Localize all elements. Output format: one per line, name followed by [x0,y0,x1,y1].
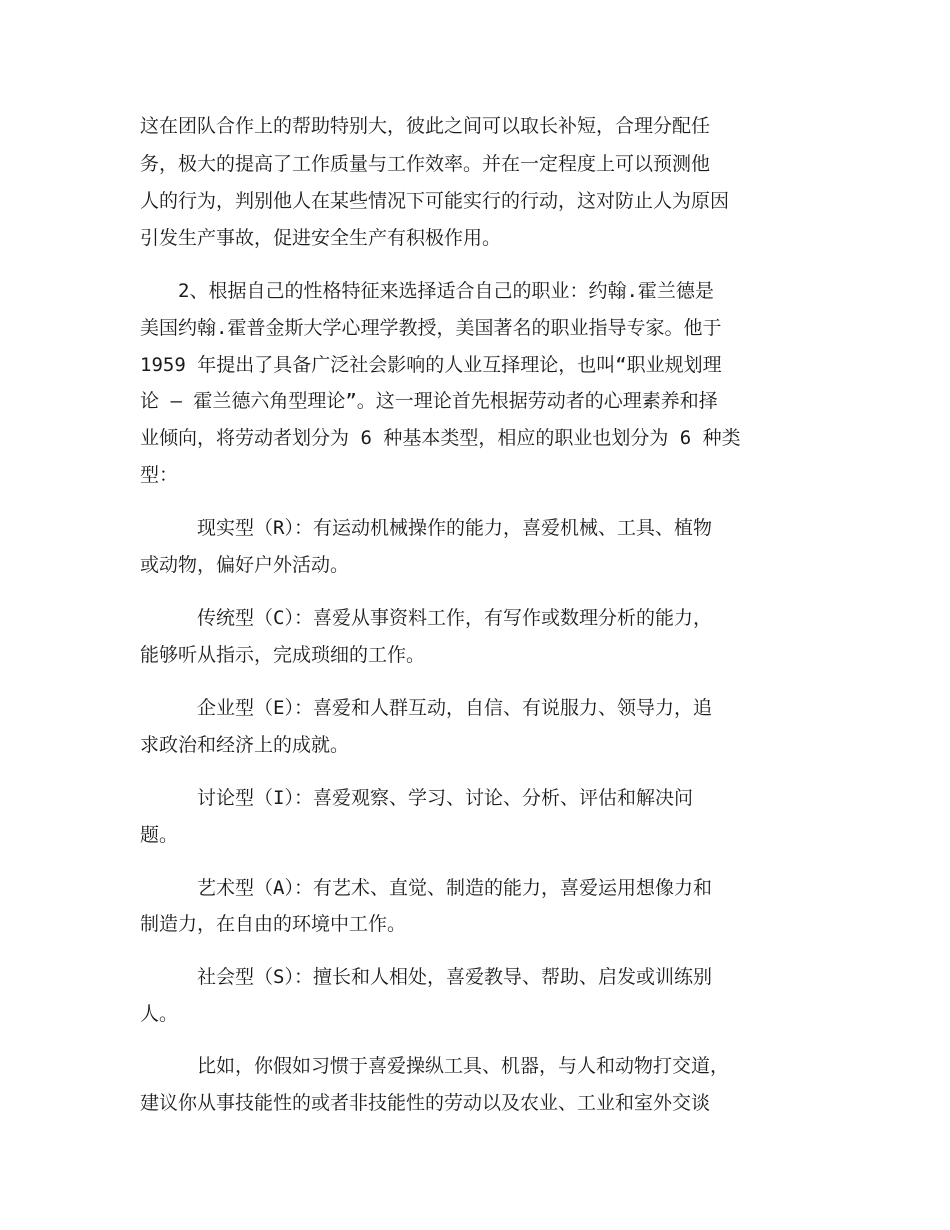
type-realistic-line-2: 或动物，偏好户外活动。 [140,554,350,576]
paragraph-2-line-5: 业倾向，将劳动者划分为 6 种基本类型，相应的职业也划分为 6 种类 [140,427,741,449]
example-paragraph-line-2: 建议你从事技能性的或者非技能性的劳动以及农业、工业和室外交谈 [140,1092,711,1114]
type-conventional-line-2: 能够听从指示，完成琐细的工作。 [140,644,426,666]
paragraph-2-line-3: 1959 年提出了具备广泛社会影响的人业互择理论，也叫“职业规划理 [140,354,722,376]
paragraph-1-line-1: 这在团队合作上的帮助特别大，彼此之间可以取长补短，合理分配任 [140,115,711,137]
paragraph-1-line-3: 人的行为，判别他人在某些情况下可能实行的行动，这对防止人为原因 [140,190,730,212]
paragraph-1-line-4: 引发生产事故，促进安全生产有积极作用。 [140,227,502,249]
type-artistic-line-1: 艺术型（A）：有艺术、直觉、制造的能力，喜爱运用想像力和 [140,877,712,899]
type-conventional-line-1: 传统型（C）：喜爱从事资料工作，有写作或数理分析的能力， [140,607,712,629]
paragraph-2-line-2: 美国约翰.霍普金斯大学心理学教授，美国著名的职业指导专家。他于 [140,317,722,339]
type-enterprising-line-2: 求政治和经济上的成就。 [140,734,350,756]
type-artistic-line-2: 制造力，在自由的环境中工作。 [140,913,407,935]
paragraph-2-line-4: 论 – 霍兰德六角型理论”。这一理论首先根据劳动者的心理素养和择 [140,390,718,412]
type-realistic-line-1: 现实型（R）：有运动机械操作的能力，喜爱机械、工具、植物 [140,517,712,539]
type-enterprising-line-1: 企业型（E）：喜爱和人群互动，自信、有说服力、领导力，追 [140,697,712,719]
type-social-line-2: 人。 [140,1003,179,1025]
type-investigative-line-1: 讨论型（I）：喜爱观察、学习、讨论、分析、评估和解决问 [140,787,693,809]
paragraph-2-line-1: 2、根据自己的性格特征来选择适合自己的职业：约翰.霍兰德是 [140,280,714,302]
type-social-line-1: 社会型（S）：擅长和人相处，喜爱教导、帮助、启发或训练别 [140,966,712,988]
paragraph-2-line-6: 型： [140,464,179,486]
paragraph-1-line-2: 务，极大的提高了工作质量与工作效率。并在一定程度上可以预测他 [140,153,711,175]
example-paragraph-line-1: 比如，你假如习惯于喜爱操纵工具、机器，与人和动物打交道， [140,1055,730,1077]
type-investigative-line-2: 题。 [140,824,179,846]
